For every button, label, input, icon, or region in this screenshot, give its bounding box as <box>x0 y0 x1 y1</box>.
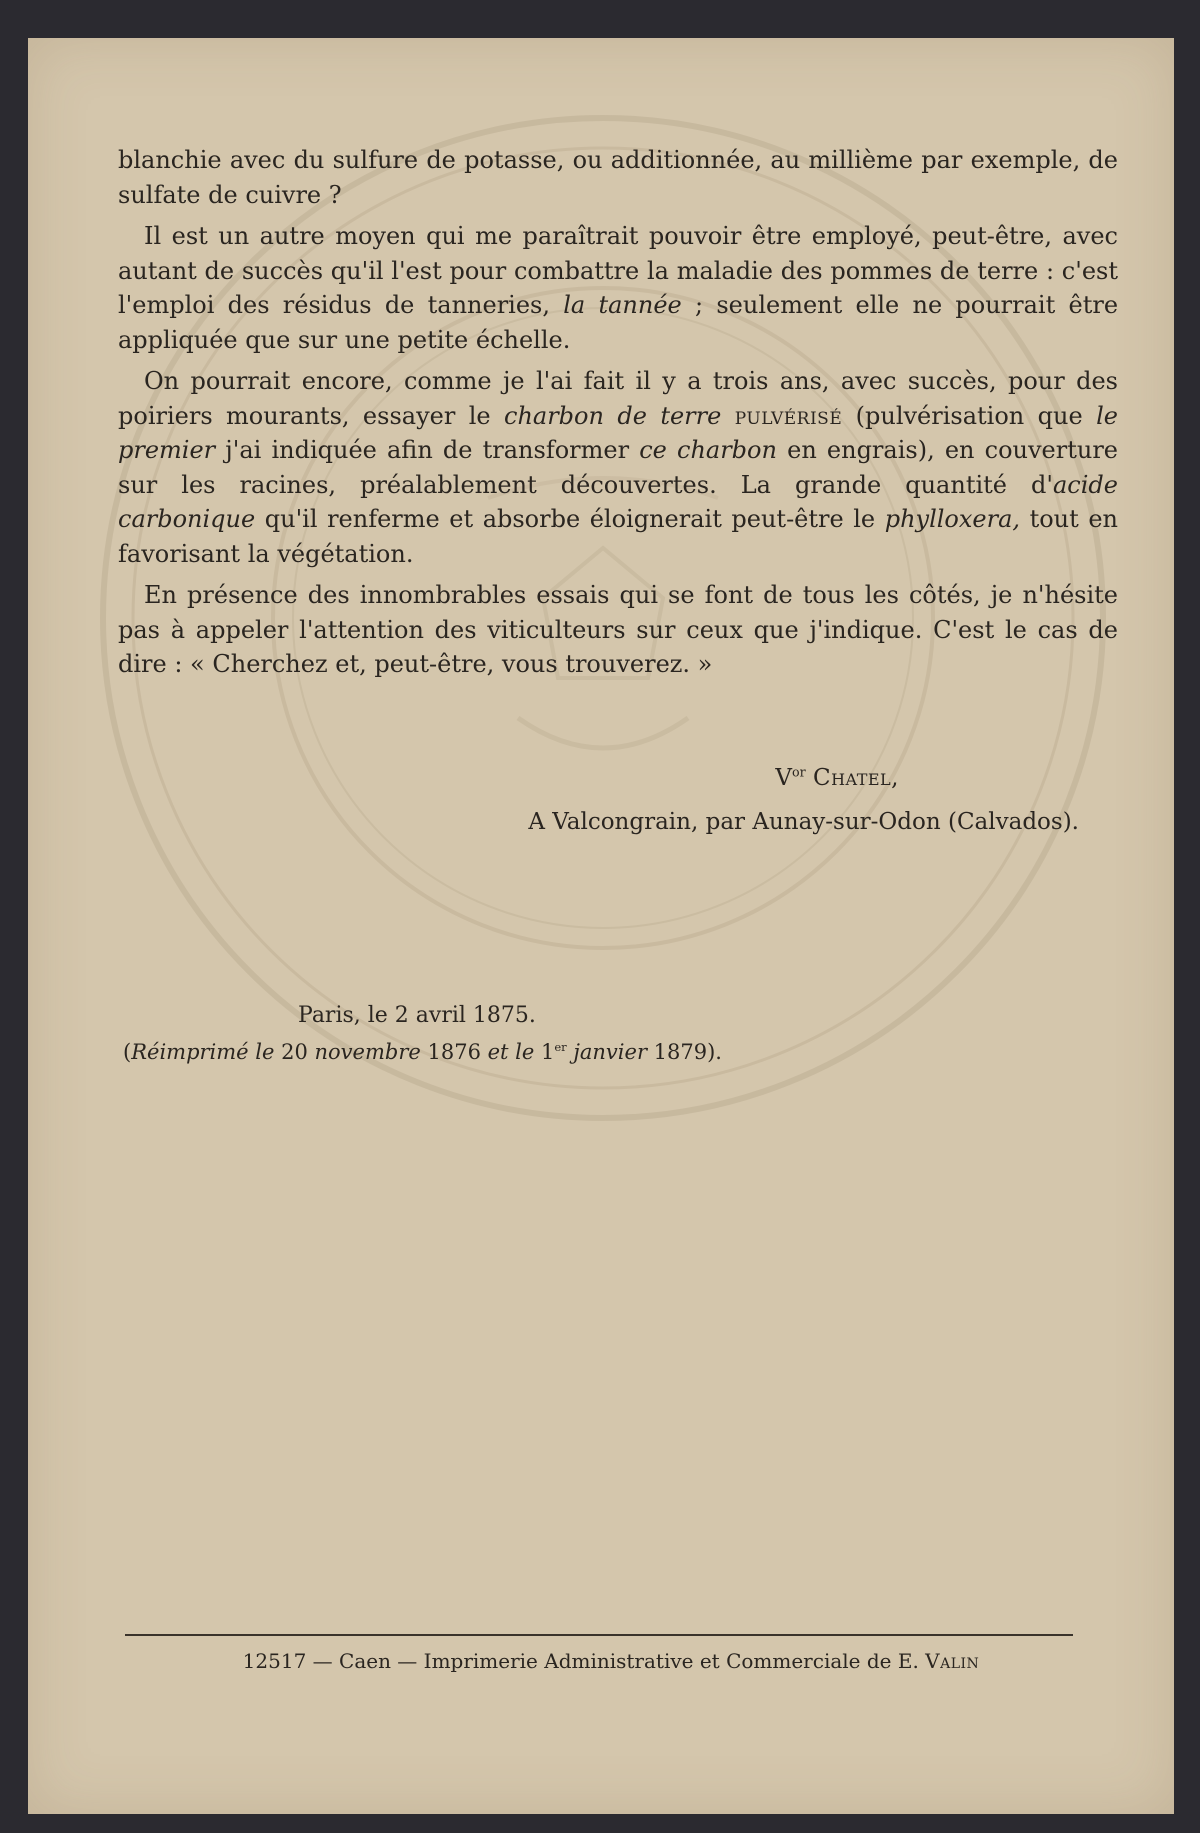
signature-block <box>528 756 1079 844</box>
paragraph-4: En présence des innombrables essais qui se font de tous les côtés, je n'hésite pas à appeler l'attention des viticulteurs sur ceux que j'indique. C'est le cas de dire : « Cherchez et, peut-être, vous trouverez. » <box>118 581 1118 678</box>
author-name: $V^{or}$ Chatel, <box>775 764 899 791</box>
paragraph-1: blanchie avec du sulfure de potasse, ou additionnée, au millième par exemple, de sulfate de cuivre ? <box>118 146 1118 209</box>
body-text <box>118 143 1118 689</box>
author-address: A Valcongrain, par Aunay-sur-Odon (Calvados). <box>528 809 1079 835</box>
dateline: Paris, le 2 avril 1875. <box>298 1003 536 1028</box>
printer-imprint: 12517 — Caen — Imprimerie Administrative et Commerciale de E. Valin <box>242 1649 980 1673</box>
paragraph-3: On pourrait encore, comme je l'ai fait il y a trois ans, avec succès, pour des poiriers mourants, essayer le charbon de terre pulvérisé (pulvérisation que le premier j'ai indiquée afin de transformer ce charbon en engrais), en couverture sur les racines, préalablement découvertes. La grande quantité d'acide carbonique qu'il renferme et absorbe éloignerait peut-être le phylloxera, tout en favorisant la végétation. <box>118 367 1119 568</box>
document-page <box>28 38 1174 1814</box>
reprint-note: (Réimprimé le 20 novembre 1876 et le 1er janvier 1879). <box>123 1040 722 1064</box>
paragraph-2: Il est un autre moyen qui me paraîtrait pouvoir être employé, peut-être, avec autant de succès qu'il l'est pour combattre la maladie des pommes de terre : c'est l'emploi des résidus de tanneries, la tannée ; seulement elle ne pourrait être appliquée que sur une petite échelle. <box>118 222 1119 354</box>
footer-rule <box>125 1634 1073 1636</box>
